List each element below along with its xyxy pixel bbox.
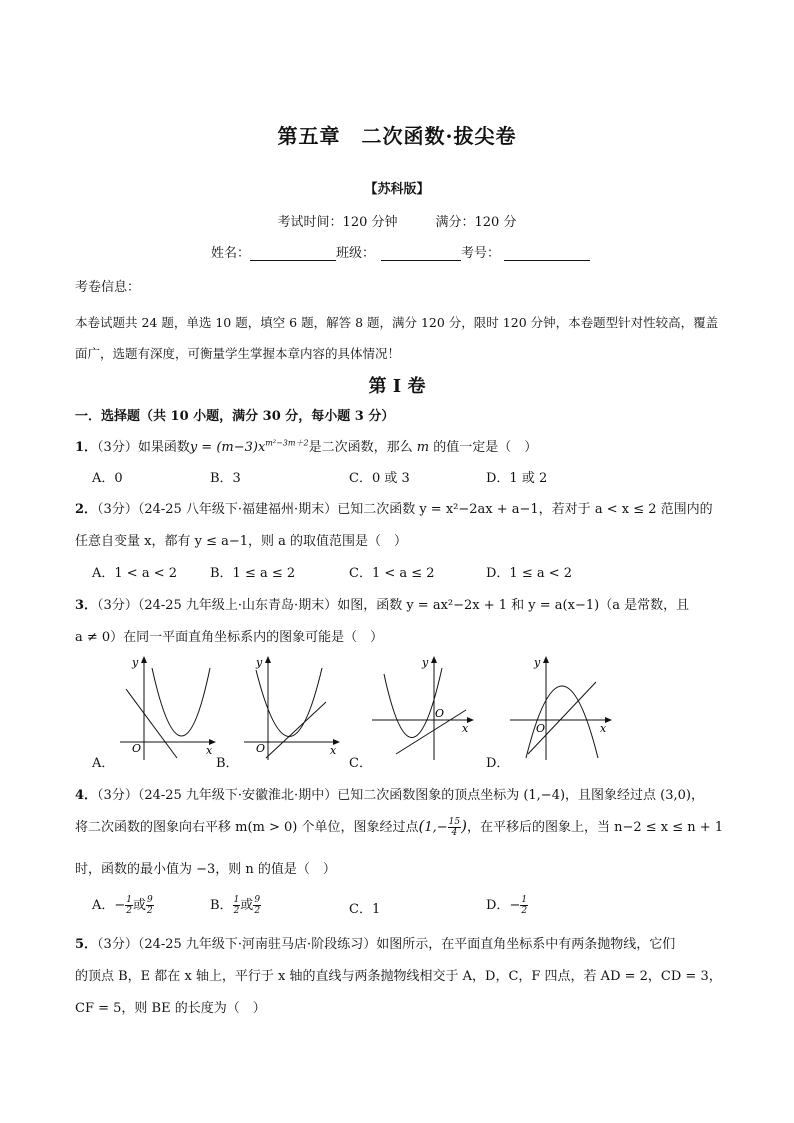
question-text: （3分）（24-25 九年级下·安徽淮北·期中）已知二次函数图象的顶点坐标为 (1,−4)，且图象经过点 (3,0)， xyxy=(97,788,704,803)
numerator: 9 xyxy=(147,895,153,905)
arrow-icon xyxy=(543,656,549,663)
question-text: 的值一定是（ ） xyxy=(433,440,538,455)
x-label: x xyxy=(206,744,213,757)
question-2 xyxy=(75,498,713,517)
numerator: 1 xyxy=(126,895,133,905)
parabola xyxy=(152,668,210,736)
arrow-icon xyxy=(141,656,147,663)
q3-graph-b[interactable] xyxy=(236,654,341,764)
question-4 xyxy=(75,784,704,803)
question-text: 是二次函数，那么 xyxy=(308,440,413,455)
denominator: 2 xyxy=(521,906,528,916)
numerator: 15 xyxy=(448,817,461,827)
name-label: 姓名： xyxy=(211,246,251,261)
question-4-line-2: 将二次函数的图象向右平移 m(m > 0) 个单位，图象经过点(1,− $\frac{15}{4}$ )，在平移后的图象上，当 n−2 ≤ x ≤ n + 1 xyxy=(75,817,724,838)
fraction xyxy=(146,895,154,916)
denominator: 2 xyxy=(254,906,261,916)
question-text: ，在平移后的图象上，当 n−2 ≤ x ≤ n + 1 xyxy=(466,820,724,835)
number-label: 考号： xyxy=(461,246,501,261)
q3-option-a[interactable]: A． xyxy=(92,756,115,771)
origin-label: O xyxy=(256,742,266,755)
q1-option-c[interactable]: C．0 或 3 xyxy=(349,471,410,486)
x-label: x xyxy=(330,744,337,757)
minus-sign: − xyxy=(509,898,521,913)
denominator: 2 xyxy=(233,906,240,916)
question-number: 4． xyxy=(75,788,98,803)
question-number: 5． xyxy=(75,937,98,952)
question-2-line-2: 任意自变量 x，都有 y ≤ a−1，则 a 的取值范围是（ ） xyxy=(75,534,408,549)
arrow-icon xyxy=(431,656,437,663)
info-line-1: 本卷试题共 24 题，单选 10 题，填空 6 题，解答 8 题，满分 120 分，限时 120 分钟，本卷题型针对性较高，覆盖 xyxy=(75,315,719,330)
q1-option-a[interactable]: A．0 xyxy=(92,471,123,486)
q3-option-c[interactable]: C． xyxy=(349,756,372,771)
y-label: y xyxy=(534,656,541,669)
info-line-2: 面广，选题有深度，可衡量学生掌握本章内容的具体情况！ xyxy=(75,346,401,361)
parabola xyxy=(384,668,445,738)
question-number: 1． xyxy=(75,440,98,455)
question-text: （3分）（24-25 九年级下·河南驻马店·阶段练习）如图所示，在平面直角坐标系中有两条抛物线，它们 xyxy=(97,937,676,952)
question-text: （3分）（24-25 八年级下·福建福州·期末）已知二次函数 y = x²−2ax + a−1，若对于 a < x ≤ 2 范围内的 xyxy=(97,502,713,517)
separator: 或 xyxy=(133,898,147,913)
fraction xyxy=(125,895,133,916)
full-score: 满分：120 分 xyxy=(435,215,517,230)
denominator: 2 xyxy=(147,906,153,916)
q4-option-b[interactable] xyxy=(210,894,261,916)
question-text: （3分）（24-25 九年级上·山东青岛·期末）如图，函数 y = ax²−2x + 1 和 y = a(x−1)（a 是常数，且 xyxy=(97,598,690,613)
q3-option-b[interactable]: B． xyxy=(216,756,239,771)
name-field[interactable] xyxy=(250,246,336,261)
arrow-icon xyxy=(265,656,271,663)
q3-option-d[interactable]: D． xyxy=(486,756,510,771)
question-number: 2． xyxy=(75,502,98,517)
fraction xyxy=(520,895,528,916)
page-title: 第五章 二次函数·拔尖卷 xyxy=(277,124,517,148)
exam-time-row xyxy=(0,211,794,230)
number-field[interactable] xyxy=(504,246,590,261)
question-1 xyxy=(75,436,537,455)
parabola xyxy=(256,668,322,737)
origin-label: O xyxy=(132,742,142,755)
origin-label: O xyxy=(536,722,546,735)
option-label: A． xyxy=(92,898,115,913)
class-label: 班级： xyxy=(336,246,376,261)
minus-sign: − xyxy=(114,898,126,913)
q2-option-c[interactable]: C．1 < a ≤ 2 xyxy=(349,566,435,581)
question-5 xyxy=(75,933,675,952)
origin-label: O xyxy=(435,707,445,720)
line xyxy=(396,710,466,754)
question-text: 将二次函数的图象向右平移 m(m > 0) 个单位，图象经过点 xyxy=(75,820,419,835)
denominator: 4 xyxy=(451,828,458,838)
question-text: （3分）如果函数 xyxy=(97,440,190,455)
fraction xyxy=(253,895,261,916)
question-5-line-2: 的顶点 B，E 都在 x 轴上，平行于 x 轴的直线与两条抛物线相交于 A，D，C，F 四点，若 AD = 2，CD = 3， xyxy=(75,969,722,984)
q3-graph-a[interactable] xyxy=(112,654,217,764)
info-title: 考卷信息： xyxy=(75,280,141,295)
q4-option-c[interactable]: C．1 xyxy=(349,902,381,917)
point-coord: 1,− xyxy=(424,820,448,835)
q2-option-b[interactable]: B．1 ≤ a ≤ 2 xyxy=(210,566,296,581)
y-label: y xyxy=(256,656,263,669)
info-text xyxy=(75,307,725,369)
x-label: x xyxy=(600,722,607,735)
section-heading: 一．选择题（共 10 小题，满分 30 分，每小题 3 分） xyxy=(75,409,395,424)
class-field[interactable] xyxy=(381,246,461,261)
question-5-line-3: CF = 5，则 BE 的长度为（ ） xyxy=(75,1001,266,1016)
separator: 或 xyxy=(240,898,254,913)
q3-graph-d[interactable] xyxy=(506,654,616,764)
formula: y = (m−3)x xyxy=(189,440,266,455)
edition-label: 【苏科版】 xyxy=(364,182,430,197)
variable: m xyxy=(416,440,430,455)
option-label: D． xyxy=(486,898,510,913)
q2-option-a[interactable]: A．1 < a < 2 xyxy=(92,566,177,581)
question-3-line-2: a ≠ 0）在同一平面直角坐标系内的图象可能是（ ） xyxy=(75,630,384,645)
q2-option-d[interactable]: D．1 ≤ a < 2 xyxy=(486,566,573,581)
formula-exponent: m²−3m＋2 xyxy=(265,438,309,448)
line xyxy=(266,702,326,758)
numerator: 1 xyxy=(521,895,528,905)
option-label: B． xyxy=(210,898,233,913)
q4-option-d[interactable] xyxy=(486,894,528,916)
fraction xyxy=(448,817,461,838)
numerator: 1 xyxy=(233,895,240,905)
y-label: y xyxy=(132,656,139,669)
numerator: 9 xyxy=(254,895,261,905)
exam-time: 考试时间：120 分钟 xyxy=(277,215,398,230)
x-label: x xyxy=(462,722,469,735)
denominator: 2 xyxy=(126,906,133,916)
volume-heading: 第 I 卷 xyxy=(368,376,426,397)
question-number: 3． xyxy=(75,598,98,613)
q1-option-d[interactable]: D．1 或 2 xyxy=(486,471,548,486)
q1-option-b[interactable]: B．3 xyxy=(210,471,241,486)
q3-graph-c[interactable] xyxy=(368,654,478,764)
student-info-fields xyxy=(211,242,590,261)
q4-option-a[interactable] xyxy=(92,894,154,916)
y-label: y xyxy=(422,656,429,669)
question-4-line-3: 时，函数的最小值为 −3，则 n 的值是（ ） xyxy=(75,862,336,877)
question-3 xyxy=(75,594,689,613)
